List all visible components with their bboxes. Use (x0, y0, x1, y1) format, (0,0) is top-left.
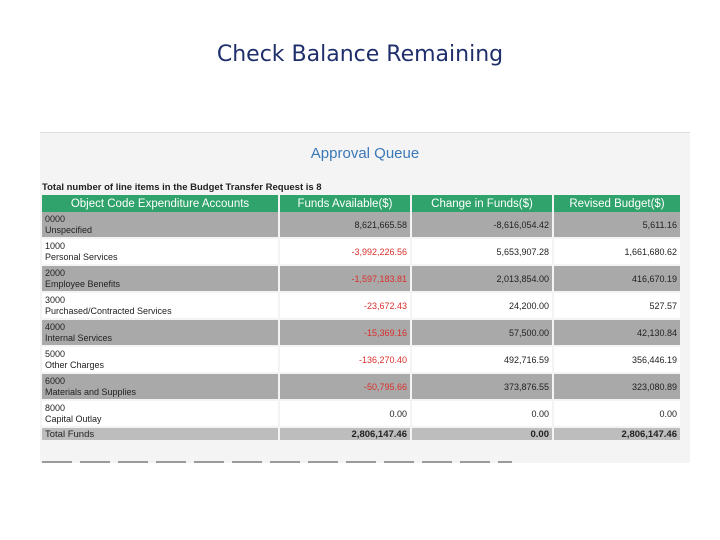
line-item-count: Total number of line items in the Budget Transfer Request is 8 (42, 182, 322, 193)
revised-budget-cell: 0.00 (554, 401, 680, 428)
account-cell (42, 266, 278, 293)
change-in-funds-cell: 2,013,854.00 (412, 266, 552, 293)
account-name: Other Charges (45, 359, 105, 370)
total-funds-available: 2,806,147.46 (280, 428, 410, 442)
table-row[interactable] (42, 266, 680, 293)
account-name: Unspecified (45, 224, 93, 235)
approval-queue-panel (40, 132, 690, 463)
account-cell (42, 320, 278, 347)
total-label: Total Funds (42, 428, 278, 442)
funds-available-cell: -15,369.16 (280, 320, 410, 347)
funds-available-cell: 0.00 (280, 401, 410, 428)
account-name: Materials and Supplies (45, 386, 137, 397)
account-code: 4000 (45, 321, 66, 332)
table-header-row (42, 195, 680, 212)
table-row[interactable] (42, 293, 680, 320)
account-name: Purchased/Contracted Services (45, 305, 172, 316)
table-row[interactable] (42, 320, 680, 347)
account-cell (42, 347, 278, 374)
account-code: 1000 (45, 240, 66, 251)
revised-budget-cell: 416,670.19 (554, 266, 680, 293)
table-row[interactable] (42, 401, 680, 428)
change-in-funds-cell: 24,200.00 (412, 293, 552, 320)
slide-title: Check Balance Remaining (216, 42, 504, 67)
account-cell (42, 239, 278, 266)
account-code: 5000 (45, 348, 66, 359)
funds-available-cell: -1,597,183.81 (280, 266, 410, 293)
change-in-funds-cell: 57,500.00 (412, 320, 552, 347)
panel-title: Approval Queue (310, 145, 420, 162)
account-cell (42, 401, 278, 428)
account-code: 2000 (45, 267, 66, 278)
table-row[interactable] (42, 374, 680, 401)
account-name: Employee Benefits (45, 278, 121, 289)
column-header-accounts[interactable]: Object Code Expenditure Accounts (42, 195, 278, 212)
revised-budget-cell: 527.57 (554, 293, 680, 320)
account-cell (42, 212, 278, 239)
column-header-funds-available[interactable]: Funds Available($) (280, 195, 410, 212)
account-name: Capital Outlay (45, 413, 102, 424)
account-code: 8000 (45, 402, 66, 413)
change-in-funds-cell: -8,616,054.42 (412, 212, 552, 239)
account-name: Personal Services (45, 251, 118, 262)
revised-budget-cell: 1,661,680.62 (554, 239, 680, 266)
revised-budget-cell: 42,130.84 (554, 320, 680, 347)
funds-available-cell: -50,795.66 (280, 374, 410, 401)
total-change-in-funds: 0.00 (412, 428, 552, 442)
change-in-funds-cell: 492,716.59 (412, 347, 552, 374)
table-row[interactable] (42, 212, 680, 239)
account-code: 6000 (45, 375, 66, 386)
funds-available-cell: -23,672.43 (280, 293, 410, 320)
account-name: Internal Services (45, 332, 113, 343)
funds-available-cell: -136,270.40 (280, 347, 410, 374)
total-revised-budget: 2,806,147.46 (554, 428, 680, 442)
revised-budget-cell: 5,611.16 (554, 212, 680, 239)
change-in-funds-cell: 0.00 (412, 401, 552, 428)
account-cell (42, 293, 278, 320)
table-row[interactable] (42, 239, 680, 266)
change-in-funds-cell: 5,653,907.28 (412, 239, 552, 266)
column-header-change-in-funds[interactable]: Change in Funds($) (412, 195, 552, 212)
funds-available-cell: -3,992,226.56 (280, 239, 410, 266)
table-row[interactable] (42, 347, 680, 374)
revised-budget-cell: 356,446.19 (554, 347, 680, 374)
account-code: 3000 (45, 294, 66, 305)
total-row (42, 428, 680, 442)
column-header-revised-budget[interactable]: Revised Budget($) (554, 195, 680, 212)
funds-available-cell: 8,621,665.58 (280, 212, 410, 239)
account-code: 0000 (45, 213, 66, 224)
change-in-funds-cell: 373,876.55 (412, 374, 552, 401)
budget-transfer-table (40, 195, 682, 442)
revised-budget-cell: 323,080.89 (554, 374, 680, 401)
footnote-text-cutoff (42, 461, 512, 463)
account-cell (42, 374, 278, 401)
